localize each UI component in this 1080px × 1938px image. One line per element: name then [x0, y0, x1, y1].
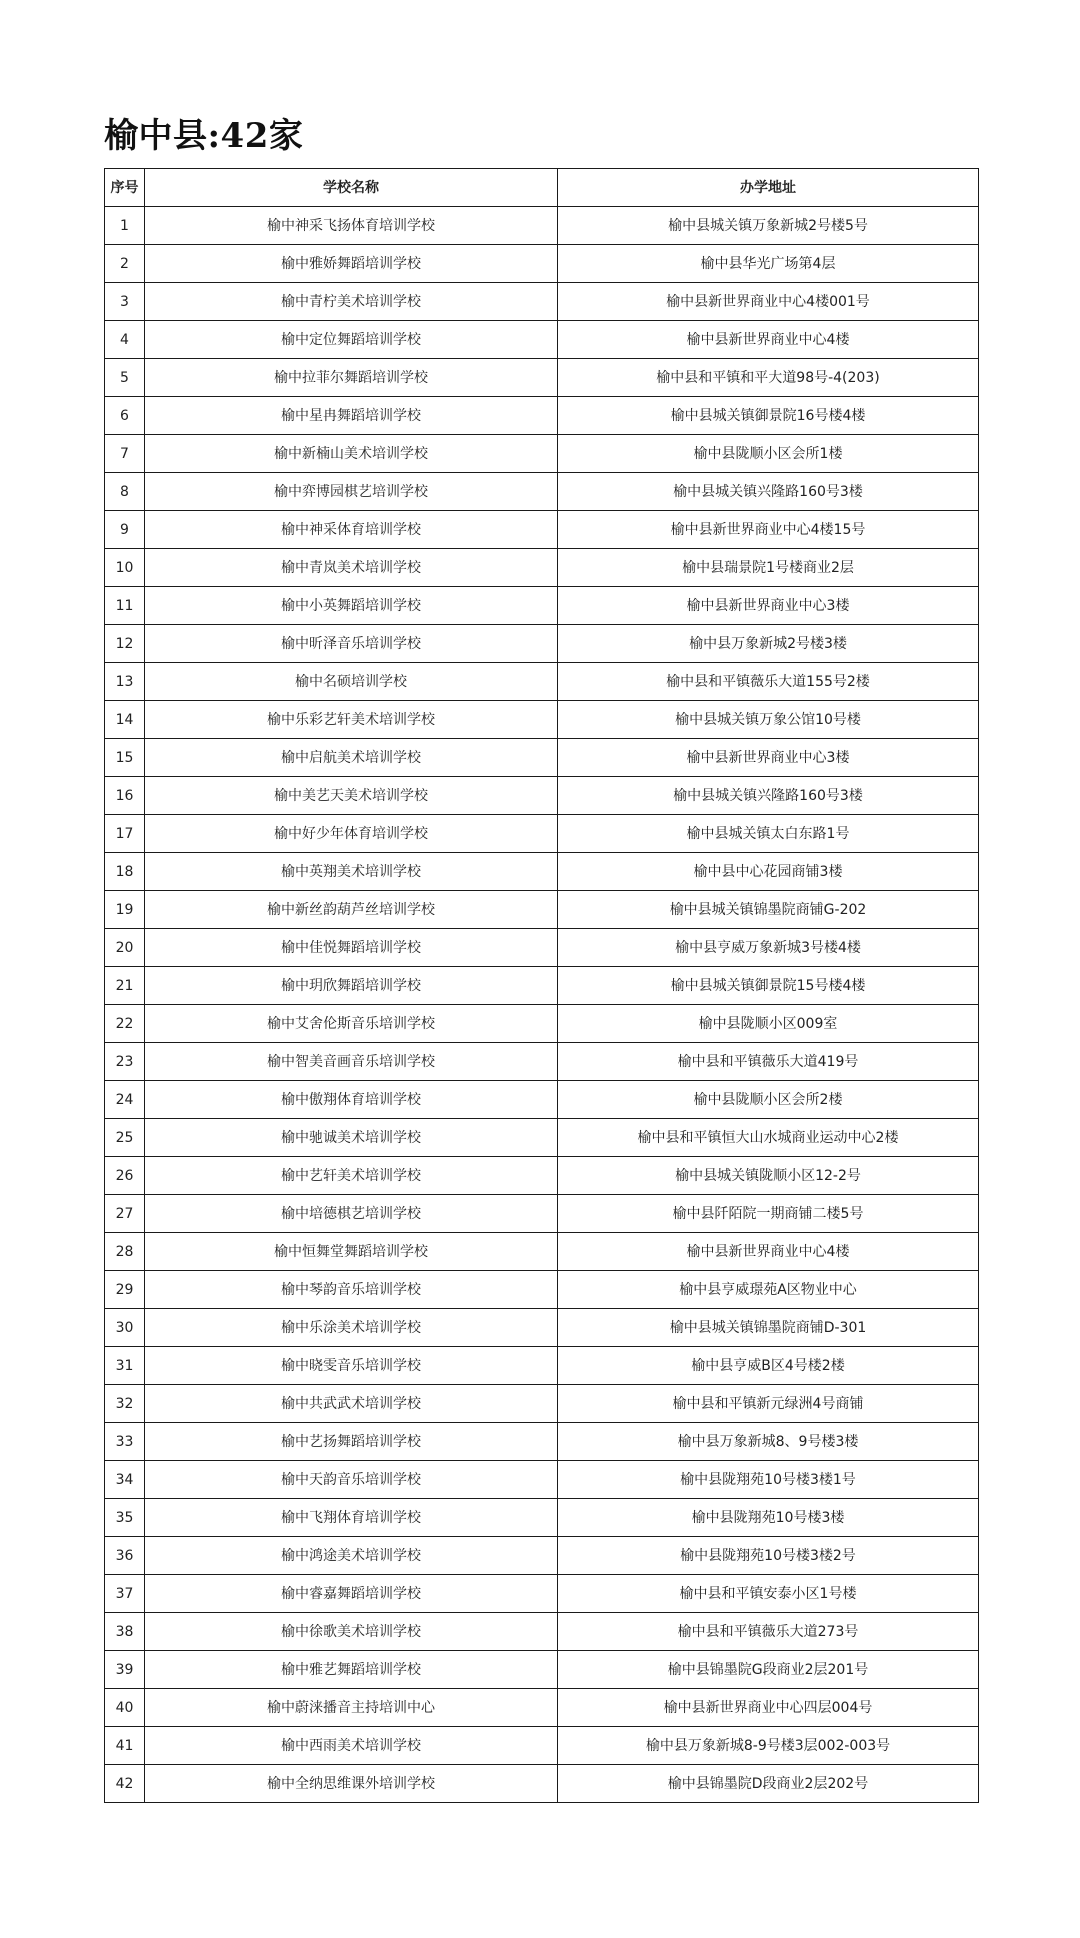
- school-address: 榆中县陇翔苑10号楼3楼1号: [558, 1461, 979, 1499]
- school-address: 榆中县和平镇薇乐大道155号2楼: [558, 663, 979, 701]
- school-name: 榆中星冉舞蹈培训学校: [145, 397, 558, 435]
- row-index: 6: [105, 397, 145, 435]
- row-index: 18: [105, 853, 145, 891]
- table-row: [105, 435, 979, 473]
- row-index: 15: [105, 739, 145, 777]
- table-row: [105, 1119, 979, 1157]
- table-row: [105, 1461, 979, 1499]
- row-index: 12: [105, 625, 145, 663]
- row-index: 32: [105, 1385, 145, 1423]
- school-address: 榆中县和平镇恒大山水城商业运动中心2楼: [558, 1119, 979, 1157]
- school-address: 榆中县城关镇太白东路1号: [558, 815, 979, 853]
- row-index: 20: [105, 929, 145, 967]
- school-address: 榆中县万象新城8-9号楼3层002-003号: [558, 1727, 979, 1765]
- school-name: 榆中青岚美术培训学校: [145, 549, 558, 587]
- school-address: 榆中县和平镇安泰小区1号楼: [558, 1575, 979, 1613]
- school-name: 榆中鸿途美术培训学校: [145, 1537, 558, 1575]
- row-index: 38: [105, 1613, 145, 1651]
- school-name: 榆中傲翔体育培训学校: [145, 1081, 558, 1119]
- school-address: 榆中县亨威B区4号楼2楼: [558, 1347, 979, 1385]
- table-row: [105, 397, 979, 435]
- table-row: [105, 815, 979, 853]
- school-name: 榆中西雨美术培训学校: [145, 1727, 558, 1765]
- school-name: 榆中培德棋艺培训学校: [145, 1195, 558, 1233]
- row-index: 34: [105, 1461, 145, 1499]
- school-address: 榆中县城关镇兴隆路160号3楼: [558, 473, 979, 511]
- table-row: [105, 359, 979, 397]
- table-row: [105, 1651, 979, 1689]
- table-row: [105, 321, 979, 359]
- school-address: 榆中县陇翔苑10号楼3楼2号: [558, 1537, 979, 1575]
- school-name: 榆中好少年体育培训学校: [145, 815, 558, 853]
- table-row: [105, 777, 979, 815]
- school-name: 榆中昕泽音乐培训学校: [145, 625, 558, 663]
- school-address: 榆中县亨威璟苑A区物业中心: [558, 1271, 979, 1309]
- school-name: 榆中乐涂美术培训学校: [145, 1309, 558, 1347]
- school-name: 榆中飞翔体育培训学校: [145, 1499, 558, 1537]
- school-address: 榆中县陇顺小区会所2楼: [558, 1081, 979, 1119]
- school-address: 榆中县新世界商业中心4楼: [558, 1233, 979, 1271]
- table-row: [105, 587, 979, 625]
- table-header: [105, 169, 979, 207]
- school-address: 榆中县城关镇锦墨院商铺G-202: [558, 891, 979, 929]
- school-address: 榆中县城关镇陇顺小区12-2号: [558, 1157, 979, 1195]
- table-row: [105, 701, 979, 739]
- row-index: 19: [105, 891, 145, 929]
- row-index: 40: [105, 1689, 145, 1727]
- school-name: 榆中驰诚美术培训学校: [145, 1119, 558, 1157]
- header-index: 序号: [105, 169, 145, 207]
- row-index: 17: [105, 815, 145, 853]
- table-row: [105, 625, 979, 663]
- page-title: 榆中县:42家: [104, 116, 304, 156]
- school-name: 榆中全纳思维课外培训学校: [145, 1765, 558, 1803]
- row-index: 22: [105, 1005, 145, 1043]
- table-row: [105, 853, 979, 891]
- row-index: 35: [105, 1499, 145, 1537]
- school-name: 榆中蔚涞播音主持培训中心: [145, 1689, 558, 1727]
- school-address: 榆中县新世界商业中心四层004号: [558, 1689, 979, 1727]
- school-name: 榆中青柠美术培训学校: [145, 283, 558, 321]
- table-row: [105, 663, 979, 701]
- school-name: 榆中徐歌美术培训学校: [145, 1613, 558, 1651]
- school-address: 榆中县新世界商业中心4楼15号: [558, 511, 979, 549]
- row-index: 5: [105, 359, 145, 397]
- school-address: 榆中县亨威万象新城3号楼4楼: [558, 929, 979, 967]
- school-name: 榆中恒舞堂舞蹈培训学校: [145, 1233, 558, 1271]
- table-row: [105, 245, 979, 283]
- school-address: 榆中县锦墨院D段商业2层202号: [558, 1765, 979, 1803]
- table-row: [105, 1423, 979, 1461]
- school-address: 榆中县和平镇薇乐大道419号: [558, 1043, 979, 1081]
- school-name: 榆中启航美术培训学校: [145, 739, 558, 777]
- school-address: 榆中县城关镇兴隆路160号3楼: [558, 777, 979, 815]
- school-name: 榆中晓雯音乐培训学校: [145, 1347, 558, 1385]
- table-row: [105, 1727, 979, 1765]
- table-row: [105, 1309, 979, 1347]
- row-index: 16: [105, 777, 145, 815]
- school-address: 榆中县新世界商业中心4楼: [558, 321, 979, 359]
- table-row: [105, 1157, 979, 1195]
- row-index: 4: [105, 321, 145, 359]
- school-name: 榆中乐彩艺轩美术培训学校: [145, 701, 558, 739]
- school-address: 榆中县新世界商业中心3楼: [558, 587, 979, 625]
- school-name: 榆中名硕培训学校: [145, 663, 558, 701]
- header-row: [105, 169, 979, 207]
- school-address: 榆中县城关镇锦墨院商铺D-301: [558, 1309, 979, 1347]
- school-name: 榆中新丝韵葫芦丝培训学校: [145, 891, 558, 929]
- school-name: 榆中美艺天美术培训学校: [145, 777, 558, 815]
- row-index: 7: [105, 435, 145, 473]
- school-address: 榆中县华光广场第4层: [558, 245, 979, 283]
- row-index: 29: [105, 1271, 145, 1309]
- table-row: [105, 1233, 979, 1271]
- table-row: [105, 1347, 979, 1385]
- school-name: 榆中雅娇舞蹈培训学校: [145, 245, 558, 283]
- row-index: 23: [105, 1043, 145, 1081]
- school-name: 榆中琴韵音乐培训学校: [145, 1271, 558, 1309]
- row-index: 30: [105, 1309, 145, 1347]
- school-address: 榆中县陇顺小区会所1楼: [558, 435, 979, 473]
- row-index: 36: [105, 1537, 145, 1575]
- school-address: 榆中县城关镇万象公馆10号楼: [558, 701, 979, 739]
- row-index: 33: [105, 1423, 145, 1461]
- school-name: 榆中艺轩美术培训学校: [145, 1157, 558, 1195]
- table-row: [105, 283, 979, 321]
- table-row: [105, 1043, 979, 1081]
- row-index: 8: [105, 473, 145, 511]
- school-address: 榆中县中心花园商铺3楼: [558, 853, 979, 891]
- school-address: 榆中县城关镇万象新城2号楼5号: [558, 207, 979, 245]
- row-index: 24: [105, 1081, 145, 1119]
- table-row: [105, 549, 979, 587]
- row-index: 25: [105, 1119, 145, 1157]
- row-index: 41: [105, 1727, 145, 1765]
- table-row: [105, 1613, 979, 1651]
- row-index: 1: [105, 207, 145, 245]
- school-name: 榆中佳悦舞蹈培训学校: [145, 929, 558, 967]
- school-address: 榆中县瑞景院1号楼商业2层: [558, 549, 979, 587]
- school-name: 榆中拉菲尔舞蹈培训学校: [145, 359, 558, 397]
- school-name: 榆中玥欣舞蹈培训学校: [145, 967, 558, 1005]
- table-row: [105, 929, 979, 967]
- row-index: 10: [105, 549, 145, 587]
- table-row: [105, 511, 979, 549]
- table-row: [105, 967, 979, 1005]
- row-index: 39: [105, 1651, 145, 1689]
- row-index: 14: [105, 701, 145, 739]
- school-address: 榆中县城关镇御景院15号楼4楼: [558, 967, 979, 1005]
- header-school-name: 学校名称: [145, 169, 558, 207]
- school-name: 榆中小英舞蹈培训学校: [145, 587, 558, 625]
- table-row: [105, 1081, 979, 1119]
- school-name: 榆中神采飞扬体育培训学校: [145, 207, 558, 245]
- row-index: 2: [105, 245, 145, 283]
- school-address: 榆中县陇顺小区009室: [558, 1005, 979, 1043]
- school-address: 榆中县和平镇和平大道98号-4(203): [558, 359, 979, 397]
- row-index: 27: [105, 1195, 145, 1233]
- school-name: 榆中共武武术培训学校: [145, 1385, 558, 1423]
- school-name: 榆中定位舞蹈培训学校: [145, 321, 558, 359]
- table-row: [105, 1195, 979, 1233]
- row-index: 31: [105, 1347, 145, 1385]
- school-name: 榆中神采体育培训学校: [145, 511, 558, 549]
- school-name: 榆中艾舍伦斯音乐培训学校: [145, 1005, 558, 1043]
- school-name: 榆中英翔美术培训学校: [145, 853, 558, 891]
- table-row: [105, 1499, 979, 1537]
- school-name: 榆中智美音画音乐培训学校: [145, 1043, 558, 1081]
- table-row: [105, 1385, 979, 1423]
- school-address: 榆中县万象新城2号楼3楼: [558, 625, 979, 663]
- row-index: 13: [105, 663, 145, 701]
- school-address: 榆中县和平镇薇乐大道273号: [558, 1613, 979, 1651]
- school-name: 榆中艺扬舞蹈培训学校: [145, 1423, 558, 1461]
- table-row: [105, 1765, 979, 1803]
- header-address: 办学地址: [558, 169, 979, 207]
- school-name: 榆中弈博园棋艺培训学校: [145, 473, 558, 511]
- table-row: [105, 1005, 979, 1043]
- school-name: 榆中新楠山美术培训学校: [145, 435, 558, 473]
- table-row: [105, 207, 979, 245]
- table-row: [105, 1271, 979, 1309]
- school-table: [104, 168, 979, 1803]
- row-index: 3: [105, 283, 145, 321]
- school-address: 榆中县万象新城8、9号楼3楼: [558, 1423, 979, 1461]
- row-index: 28: [105, 1233, 145, 1271]
- table-row: [105, 1575, 979, 1613]
- row-index: 21: [105, 967, 145, 1005]
- table-row: [105, 473, 979, 511]
- row-index: 37: [105, 1575, 145, 1613]
- row-index: 9: [105, 511, 145, 549]
- school-address: 榆中县锦墨院G段商业2层201号: [558, 1651, 979, 1689]
- school-address: 榆中县和平镇新元绿洲4号商铺: [558, 1385, 979, 1423]
- school-name: 榆中雅艺舞蹈培训学校: [145, 1651, 558, 1689]
- table-body: [105, 207, 979, 1803]
- table-row: [105, 739, 979, 777]
- table-row: [105, 1537, 979, 1575]
- row-index: 26: [105, 1157, 145, 1195]
- school-name: 榆中天韵音乐培训学校: [145, 1461, 558, 1499]
- table-row: [105, 1689, 979, 1727]
- school-address: 榆中县新世界商业中心4楼001号: [558, 283, 979, 321]
- school-address: 榆中县阡陌院一期商铺二楼5号: [558, 1195, 979, 1233]
- school-address: 榆中县新世界商业中心3楼: [558, 739, 979, 777]
- row-index: 42: [105, 1765, 145, 1803]
- table-row: [105, 891, 979, 929]
- school-address: 榆中县陇翔苑10号楼3楼: [558, 1499, 979, 1537]
- row-index: 11: [105, 587, 145, 625]
- school-address: 榆中县城关镇御景院16号楼4楼: [558, 397, 979, 435]
- school-name: 榆中睿嘉舞蹈培训学校: [145, 1575, 558, 1613]
